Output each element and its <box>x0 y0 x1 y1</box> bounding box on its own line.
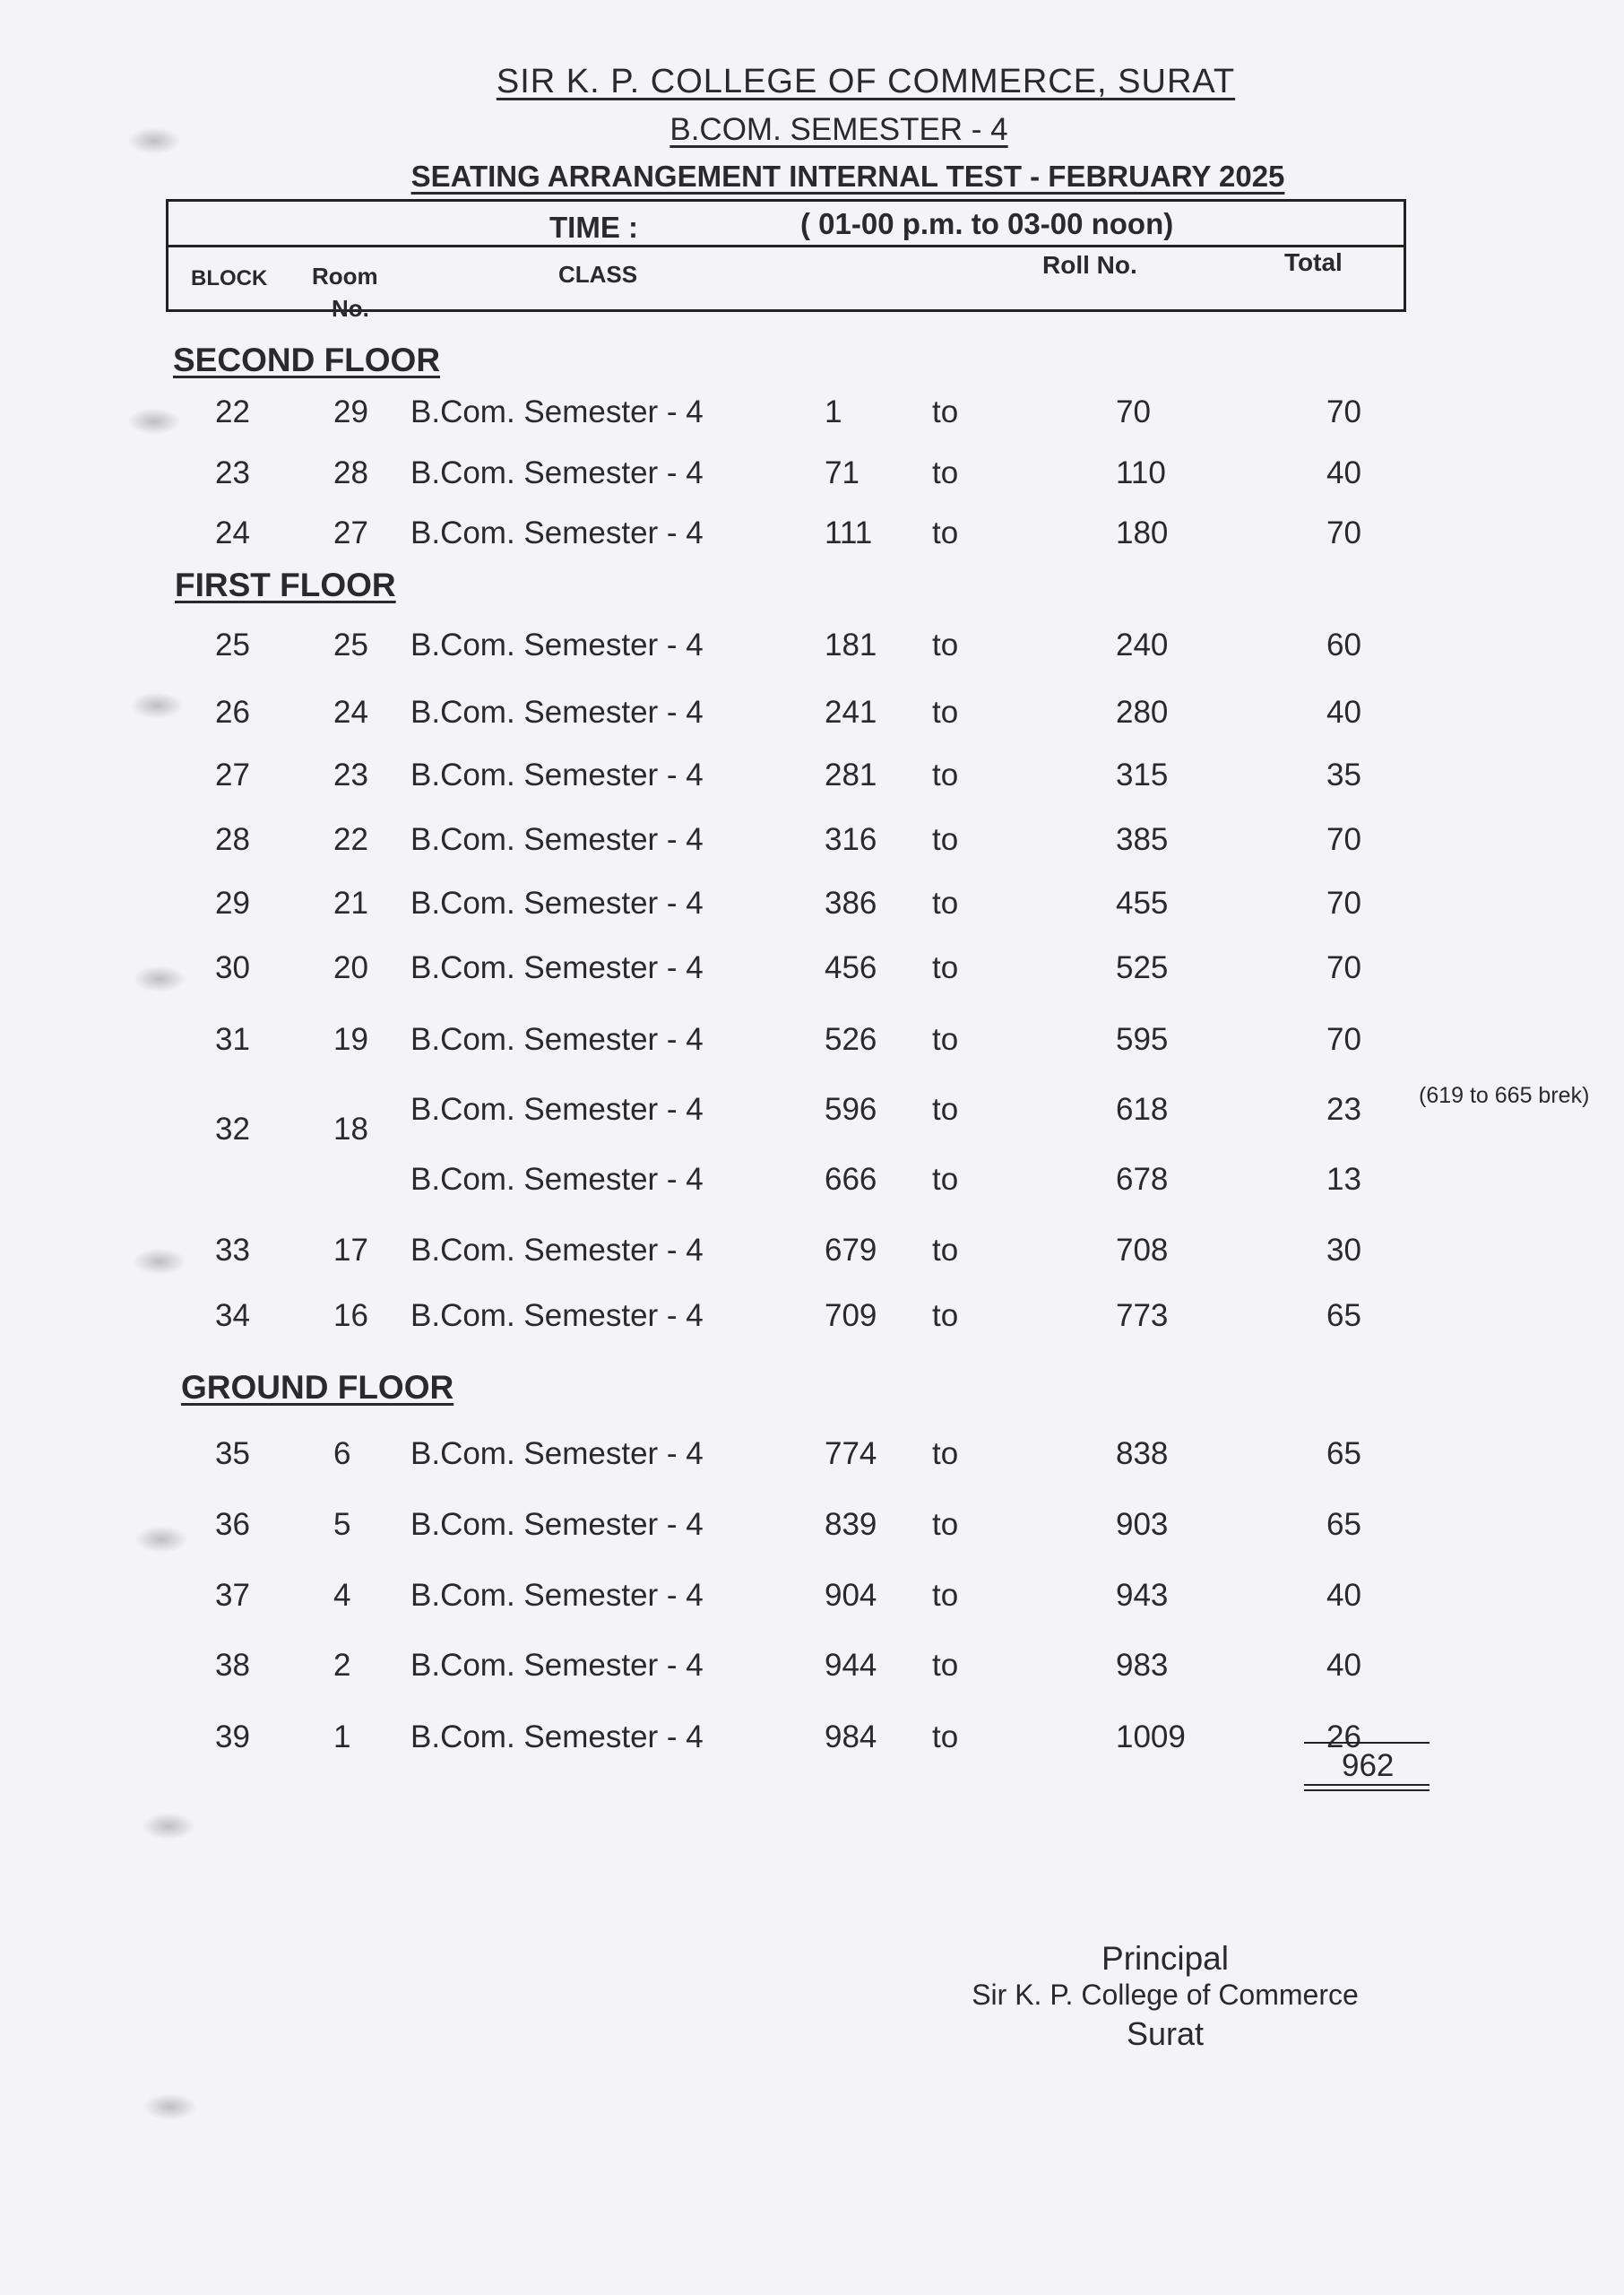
header-divider <box>168 245 1404 247</box>
to-cell: to <box>932 1648 959 1683</box>
from-cell: 181 <box>825 628 877 663</box>
till-cell: 180 <box>1116 515 1169 550</box>
from-cell: 111 <box>825 515 873 550</box>
block-cell: 23 <box>215 455 250 490</box>
table-row <box>0 822 1624 867</box>
table-row <box>0 1578 1624 1623</box>
room-cell: 16 <box>333 1298 368 1333</box>
document-title: SEATING ARRANGEMENT INTERNAL TEST - FEBRUARY 2025 <box>410 160 1285 193</box>
till-cell: 618 <box>1116 1092 1169 1127</box>
room-cell: 4 <box>333 1578 351 1613</box>
till-cell: 525 <box>1116 950 1169 985</box>
from-cell: 281 <box>825 758 877 792</box>
to-cell: to <box>932 1233 959 1268</box>
roll-no-column-header: Roll No. <box>1042 251 1137 279</box>
total-column-header: Total <box>1284 248 1343 276</box>
to-cell: to <box>932 1507 959 1542</box>
to-cell: to <box>932 1162 959 1197</box>
table-row <box>0 1298 1624 1343</box>
class-cell: B.Com. Semester - 4 <box>410 1022 704 1057</box>
time-label: TIME : <box>549 211 638 244</box>
total-cell: 35 <box>1326 758 1361 792</box>
block-cell: 35 <box>215 1436 250 1471</box>
to-cell: to <box>932 886 959 921</box>
total-cell: 65 <box>1326 1436 1361 1471</box>
signature-city: Surat <box>1126 2015 1205 2052</box>
block-cell: 28 <box>215 822 250 857</box>
from-cell: 316 <box>825 822 877 857</box>
till-cell: 280 <box>1116 695 1169 730</box>
room-cell: 18 <box>333 1112 368 1147</box>
total-cell: 65 <box>1326 1507 1361 1542</box>
room-cell: 29 <box>333 394 368 429</box>
block-cell: 33 <box>215 1233 250 1268</box>
block-cell: 29 <box>215 886 250 921</box>
total-cell: 30 <box>1326 1233 1361 1268</box>
till-cell: 240 <box>1116 628 1169 663</box>
till-cell: 678 <box>1116 1162 1169 1197</box>
till-cell: 385 <box>1116 822 1169 857</box>
from-cell: 984 <box>825 1719 877 1754</box>
from-cell: 709 <box>825 1298 877 1333</box>
till-cell: 110 <box>1116 455 1166 490</box>
room-cell: 28 <box>333 455 368 490</box>
room-cell: 2 <box>333 1648 351 1683</box>
class-cell: B.Com. Semester - 4 <box>410 394 704 429</box>
till-cell: 838 <box>1116 1436 1169 1471</box>
total-cell: 40 <box>1326 695 1361 730</box>
block-cell: 25 <box>215 628 250 663</box>
from-cell: 1 <box>825 394 842 429</box>
till-cell: 595 <box>1116 1022 1169 1057</box>
total-cell: 13 <box>1326 1162 1361 1197</box>
from-cell: 71 <box>825 455 860 490</box>
class-column-header: CLASS <box>558 261 638 288</box>
from-cell: 904 <box>825 1578 877 1613</box>
block-cell: 30 <box>215 950 250 985</box>
total-cell: 70 <box>1326 515 1361 550</box>
class-cell: B.Com. Semester - 4 <box>410 886 704 921</box>
sum-line <box>1304 1742 1430 1744</box>
table-row <box>0 1162 1624 1207</box>
table-row <box>0 394 1624 439</box>
till-cell: 1009 <box>1116 1719 1186 1754</box>
time-range: ( 01-00 p.m. to 03-00 noon) <box>800 207 1174 240</box>
to-cell: to <box>932 515 959 550</box>
class-cell: B.Com. Semester - 4 <box>410 628 704 663</box>
table-row <box>0 695 1624 740</box>
sum-double-line <box>1304 1784 1430 1791</box>
table-row <box>0 1022 1624 1067</box>
block-cell: 34 <box>215 1298 250 1333</box>
block-cell: 31 <box>215 1022 250 1057</box>
block-cell: 24 <box>215 515 250 550</box>
room-cell: 21 <box>333 886 368 921</box>
till-cell: 455 <box>1116 886 1169 921</box>
to-cell: to <box>932 1022 959 1057</box>
room-cell: 17 <box>333 1233 368 1268</box>
table-row <box>0 886 1624 931</box>
table-row <box>0 628 1624 672</box>
block-cell: 39 <box>215 1719 250 1754</box>
total-cell: 70 <box>1326 1022 1361 1057</box>
smudge-mark <box>127 127 181 154</box>
floor-heading-first: FIRST FLOOR <box>175 567 396 603</box>
room-cell: 22 <box>333 822 368 857</box>
till-cell: 315 <box>1116 758 1169 792</box>
class-cell: B.Com. Semester - 4 <box>410 455 704 490</box>
to-cell: to <box>932 394 959 429</box>
smudge-mark <box>133 966 186 992</box>
class-cell: B.Com. Semester - 4 <box>410 758 704 792</box>
block-column-header: BLOCK <box>191 266 268 290</box>
table-row <box>0 950 1624 995</box>
from-cell: 596 <box>825 1092 877 1127</box>
class-cell: B.Com. Semester - 4 <box>410 1298 704 1333</box>
merged-block-row <box>0 1112 1624 1156</box>
block-cell: 37 <box>215 1578 250 1613</box>
to-cell: to <box>932 695 959 730</box>
signature-org: Sir K. P. College of Commerce <box>972 1979 1359 2011</box>
room-cell: 25 <box>333 628 368 663</box>
table-header-box <box>166 199 1406 322</box>
from-cell: 386 <box>825 886 877 921</box>
room-cell: 5 <box>333 1507 351 1542</box>
total-cell: 40 <box>1326 455 1361 490</box>
class-cell: B.Com. Semester - 4 <box>410 1436 704 1471</box>
room-no-column-header: No. <box>332 295 369 322</box>
class-cell: B.Com. Semester - 4 <box>410 1507 704 1542</box>
break-note: (619 to 665 brek) <box>1419 1083 1590 1108</box>
to-cell: to <box>932 1578 959 1613</box>
block-cell: 32 <box>215 1112 250 1147</box>
to-cell: to <box>932 950 959 985</box>
table-row <box>0 515 1624 560</box>
to-cell: to <box>932 1719 959 1754</box>
grand-total: 962 <box>1342 1748 1395 1783</box>
till-cell: 983 <box>1116 1648 1169 1683</box>
to-cell: to <box>932 628 959 663</box>
from-cell: 241 <box>825 695 877 730</box>
class-cell: B.Com. Semester - 4 <box>410 1233 704 1268</box>
till-cell: 70 <box>1116 394 1151 429</box>
course-name: B.COM. SEMESTER - 4 <box>669 112 1008 147</box>
to-cell: to <box>932 455 959 490</box>
table-row <box>0 1436 1624 1481</box>
class-cell: B.Com. Semester - 4 <box>410 1648 704 1683</box>
smudge-mark <box>127 408 181 435</box>
class-cell: B.Com. Semester - 4 <box>410 1162 704 1197</box>
class-cell: B.Com. Semester - 4 <box>410 515 704 550</box>
till-cell: 708 <box>1116 1233 1169 1268</box>
total-cell: 65 <box>1326 1298 1361 1333</box>
to-cell: to <box>932 1092 959 1127</box>
total-cell: 70 <box>1326 886 1361 921</box>
total-cell: 70 <box>1326 394 1361 429</box>
room-cell: 19 <box>333 1022 368 1057</box>
to-cell: to <box>932 758 959 792</box>
from-cell: 666 <box>825 1162 877 1197</box>
smudge-mark <box>133 1248 186 1275</box>
class-cell: B.Com. Semester - 4 <box>410 1092 704 1127</box>
smudge-mark <box>143 2093 197 2120</box>
floor-heading-ground: GROUND FLOOR <box>181 1369 454 1406</box>
from-cell: 944 <box>825 1648 877 1683</box>
to-cell: to <box>932 1298 959 1333</box>
from-cell: 839 <box>825 1507 877 1542</box>
block-cell: 38 <box>215 1648 250 1683</box>
total-cell: 70 <box>1326 950 1361 985</box>
total-cell: 40 <box>1326 1648 1361 1683</box>
room-cell: 1 <box>333 1719 351 1754</box>
from-cell: 456 <box>825 950 877 985</box>
signature-title: Principal <box>1101 1940 1229 1977</box>
table-row <box>0 1507 1624 1552</box>
class-cell: B.Com. Semester - 4 <box>410 1719 704 1754</box>
from-cell: 526 <box>825 1022 877 1057</box>
class-cell: B.Com. Semester - 4 <box>410 695 704 730</box>
table-row <box>0 1233 1624 1277</box>
room-cell: 6 <box>333 1436 351 1471</box>
room-cell: 24 <box>333 695 368 730</box>
smudge-mark <box>130 692 184 719</box>
college-name: SIR K. P. COLLEGE OF COMMERCE, SURAT <box>496 63 1236 100</box>
block-cell: 36 <box>215 1507 250 1542</box>
class-cell: B.Com. Semester - 4 <box>410 1578 704 1613</box>
class-cell: B.Com. Semester - 4 <box>410 950 704 985</box>
table-row <box>0 1648 1624 1693</box>
total-cell: 60 <box>1326 628 1361 663</box>
from-cell: 774 <box>825 1436 877 1471</box>
total-cell: 23 <box>1326 1092 1361 1127</box>
to-cell: to <box>932 822 959 857</box>
to-cell: to <box>932 1436 959 1471</box>
total-cell: 40 <box>1326 1578 1361 1613</box>
till-cell: 903 <box>1116 1507 1169 1542</box>
block-cell: 27 <box>215 758 250 792</box>
till-cell: 943 <box>1116 1578 1169 1613</box>
till-cell: 773 <box>1116 1298 1169 1333</box>
room-cell: 27 <box>333 515 368 550</box>
total-cell: 70 <box>1326 822 1361 857</box>
class-cell: B.Com. Semester - 4 <box>410 822 704 857</box>
block-cell: 26 <box>215 695 250 730</box>
total-cell: 26 <box>1326 1719 1361 1754</box>
floor-heading-second: SECOND FLOOR <box>173 342 441 378</box>
table-row <box>0 758 1624 802</box>
smudge-mark <box>134 1526 188 1553</box>
smudge-mark <box>142 1813 195 1840</box>
room-column-header: Room <box>312 263 378 290</box>
room-cell: 23 <box>333 758 368 792</box>
block-cell: 22 <box>215 394 250 429</box>
from-cell: 679 <box>825 1233 877 1268</box>
table-row <box>0 455 1624 500</box>
room-cell: 20 <box>333 950 368 985</box>
